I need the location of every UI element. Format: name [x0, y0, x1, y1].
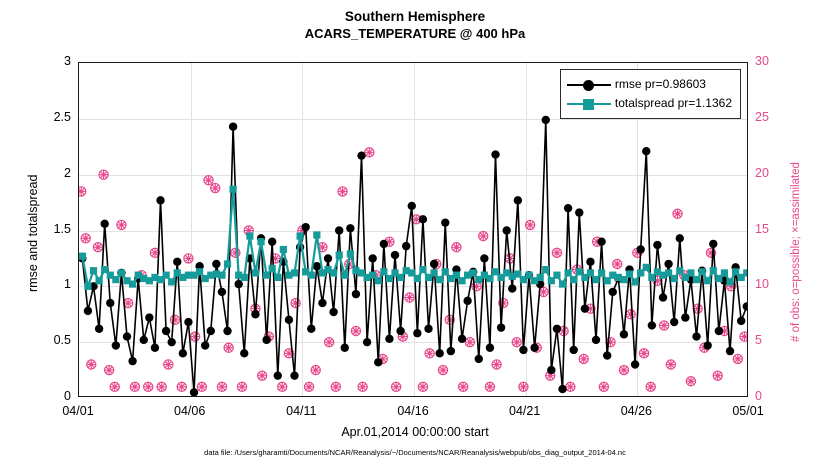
y-axis-tick-left: 0: [64, 389, 71, 403]
legend-label-totalspread: totalspread pr=1.1362: [614, 96, 732, 110]
y-axis-tick-right: 30: [755, 54, 769, 68]
legend-label-rmse: rmse pr=0.98603: [614, 77, 706, 91]
x-axis-tick: 05/01: [732, 404, 764, 418]
y-axis-tick-right: 25: [755, 109, 769, 124]
x-axis-tick: 04/06: [174, 404, 206, 418]
legend-item-totalspread: [567, 94, 732, 113]
y-axis-tick-left: 1.5: [53, 221, 71, 236]
chart-legend: [560, 69, 741, 119]
x-axis-label: Apr.01,2014 00:00:00 start: [341, 425, 489, 439]
y-axis-tick-left: 2: [64, 165, 71, 180]
plot-area: [78, 62, 748, 397]
y-axis-label-right: # of obs: o=possible; ×=assimilated: [790, 161, 802, 342]
data-file-note: data file: /Users/gharamti/Documents/NCAR/Reanalysis/~/Documents/NCAR/Reanalysis/webpub/obs_diag_output_2014-04.nc: [204, 448, 626, 457]
y-axis-tick-left: 2.5: [53, 109, 71, 124]
x-axis-tick: 04/01: [62, 404, 94, 418]
y-axis-tick-right: 20: [755, 165, 769, 180]
x-axis-tick: 04/21: [509, 404, 541, 418]
y-axis-tick-right: 10: [755, 277, 769, 292]
series-rmse: [79, 116, 748, 397]
x-axis-tick: 04/26: [620, 404, 652, 418]
y-axis-tick-left: 3: [64, 54, 71, 68]
y-axis-tick-right: 15: [755, 221, 769, 236]
legend-symbol-rmse: [567, 77, 611, 93]
chart-title-line1: Southern Hemisphere: [344, 9, 486, 24]
y-axis-tick-right: 5: [755, 333, 762, 348]
chart-title: [0, 8, 830, 42]
y-axis-tick-left: 1: [64, 277, 71, 292]
legend-symbol-totalspread: [567, 96, 611, 112]
y-axis-label-left: rmse and totalspread: [26, 174, 40, 292]
chart-title-line2: ACARS_TEMPERATURE @ 400 hPa: [304, 26, 526, 41]
x-axis-tick: 04/11: [286, 404, 317, 418]
legend-item-rmse: [567, 75, 732, 94]
y-axis-tick-left: 0.5: [53, 333, 71, 348]
y-axis-tick-right: 0: [755, 389, 762, 403]
x-axis-tick: 04/16: [397, 404, 429, 418]
